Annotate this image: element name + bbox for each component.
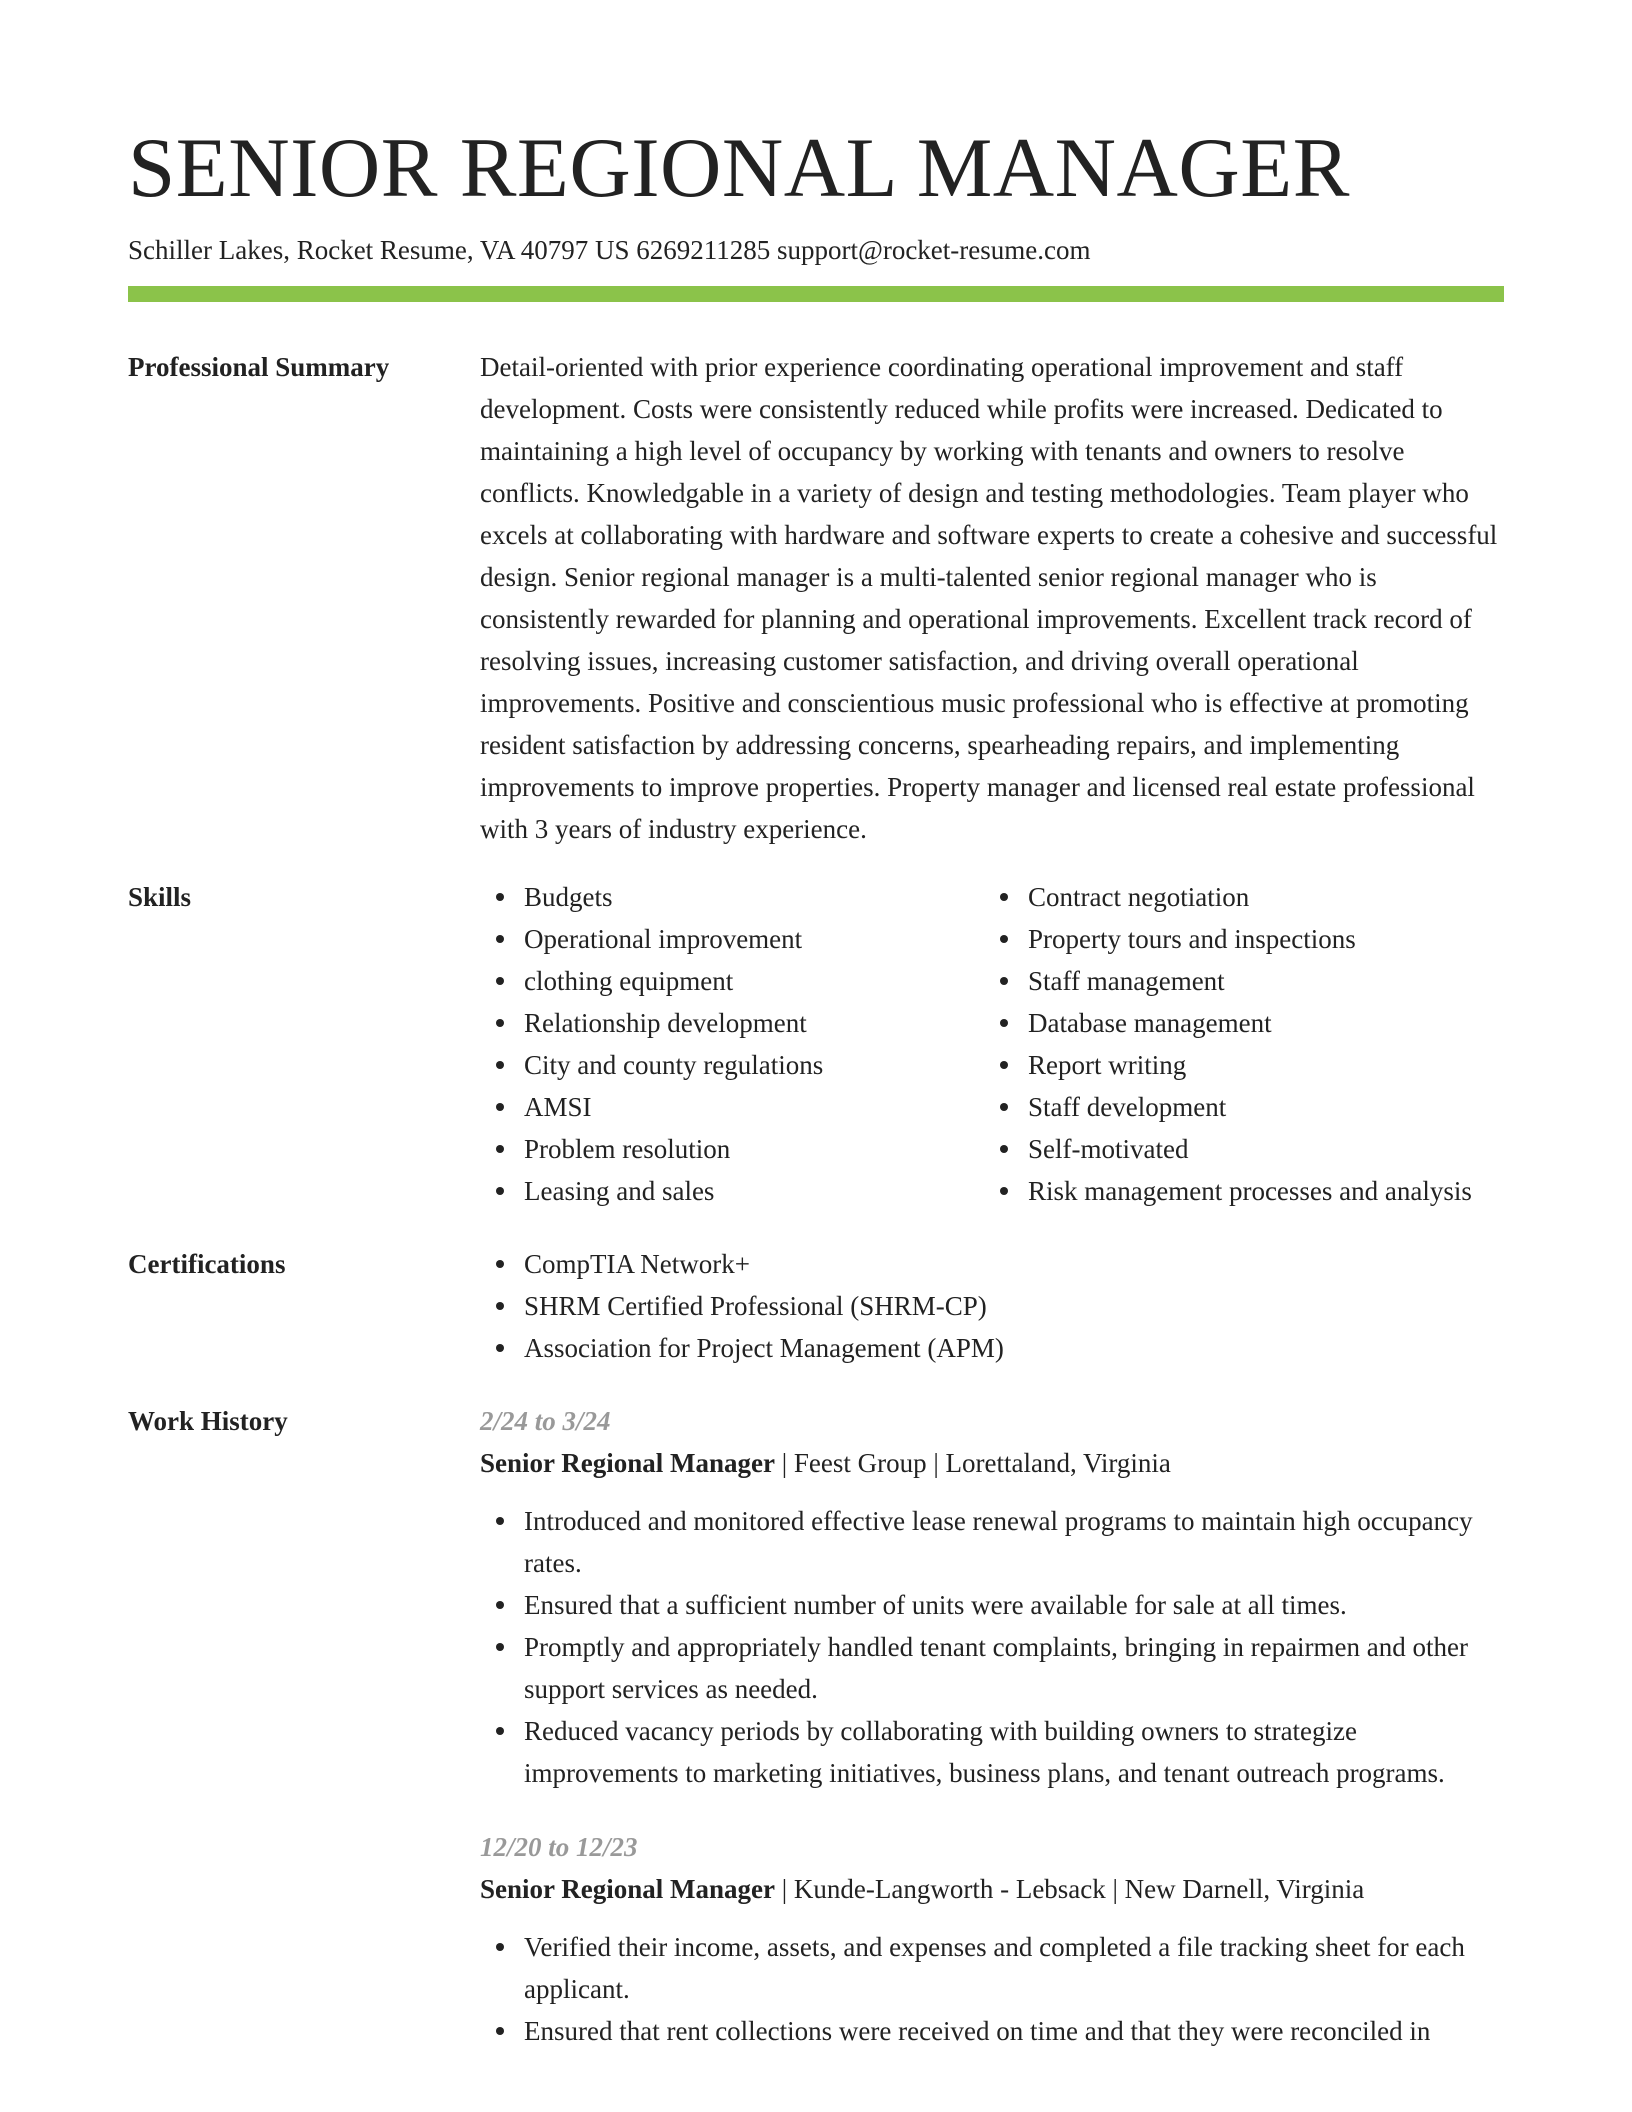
certifications-list <box>480 1243 1504 1369</box>
summary-label: Professional Summary <box>128 352 390 382</box>
skill-item: Contract negotiation <box>984 876 1504 918</box>
skill-item: Staff management <box>984 960 1504 1002</box>
skill-item: Leasing and sales <box>480 1170 984 1212</box>
job-bullet: Introduced and monitored effective lease renewal programs to maintain high occupancy rates. <box>480 1500 1504 1584</box>
job-entry <box>480 1400 1504 1794</box>
skill-item: Self-motivated <box>984 1128 1504 1170</box>
certifications-body <box>480 1243 1504 1369</box>
job-dates: 12/20 to 12/23 <box>480 1832 638 1862</box>
skill-item: Database management <box>984 1002 1504 1044</box>
resume-name: SENIOR REGIONAL MANAGER <box>128 121 1350 215</box>
skills-body <box>480 876 1504 1212</box>
skill-item: Operational improvement <box>480 918 984 960</box>
job-bullets <box>480 1500 1504 1794</box>
skill-item: Property tours and inspections <box>984 918 1504 960</box>
summary-body <box>480 346 1504 850</box>
skill-item: clothing equipment <box>480 960 984 1002</box>
skill-item: City and county regulations <box>480 1044 984 1086</box>
job-title: Senior Regional Manager <box>480 1448 775 1478</box>
skill-item: Staff development <box>984 1086 1504 1128</box>
job-bullet: Verified their income, assets, and expenses and completed a file tracking sheet for each applicant. <box>480 1926 1504 2010</box>
skill-item: Relationship development <box>480 1002 984 1044</box>
summary-text: Detail-oriented with prior experience coordinating operational improvement and staff development. Costs were consistently reduced while profits were increased. Dedicated to maintaining a high level of occupancy by working with tenants and owners to resolve conflicts. Knowledgable in a variety of design and testing methodologies. Team player who excels at collaborating with hardware and software experts to create a cohesive and successful design. Senior regional manager is a multi-talented senior regional manager who is consistently rewarded for planning and operational improvements. Excellent track record of resolving issues, increasing customer satisfaction, and driving overall operational improvements. Positive and conscientious music professional who is effective at promoting resident satisfaction by addressing concerns, spearheading repairs, and implementing improvements to improve properties. Property manager and licensed real estate professional with 3 years of industry experience. <box>480 352 1498 844</box>
skill-item: AMSI <box>480 1086 984 1128</box>
certification-item: CompTIA Network+ <box>480 1243 1504 1285</box>
skill-item: Risk management processes and analysis <box>984 1170 1504 1212</box>
job-title: Senior Regional Manager <box>480 1874 775 1904</box>
contact-line: Schiller Lakes, Rocket Resume, VA 40797 US 6269211285 support@rocket-resume.com <box>128 235 1091 265</box>
job-details: | Feest Group | Lorettaland, Virginia <box>774 1448 1171 1478</box>
skill-item: Report writing <box>984 1044 1504 1086</box>
job-entry <box>480 1826 1504 2052</box>
certification-item: Association for Project Management (APM) <box>480 1327 1504 1369</box>
work-history-label: Work History <box>128 1406 288 1436</box>
skills-columns <box>480 876 1504 1212</box>
skill-item: Budgets <box>480 876 984 918</box>
job-bullet: Ensured that a sufficient number of units were available for sale at all times. <box>480 1584 1504 1626</box>
work-history-body <box>480 1400 1504 2068</box>
job-bullet: Promptly and appropriately handled tenant complaints, bringing in repairmen and other support services as needed. <box>480 1626 1504 1710</box>
certifications-label: Certifications <box>128 1249 286 1279</box>
skills-label: Skills <box>128 882 192 912</box>
skills-list-left <box>480 876 984 1212</box>
skills-list-right <box>984 876 1504 1212</box>
job-bullets <box>480 1926 1504 2052</box>
certification-item: SHRM Certified Professional (SHRM-CP) <box>480 1285 1504 1327</box>
job-bullet: Reduced vacancy periods by collaborating with building owners to strategize improvements to marketing initiatives, business plans, and tenant outreach programs. <box>480 1710 1504 1794</box>
skill-item: Problem resolution <box>480 1128 984 1170</box>
job-heading <box>480 1442 1504 1484</box>
accent-divider <box>128 286 1504 302</box>
job-dates: 2/24 to 3/24 <box>480 1406 611 1436</box>
job-bullet: Ensured that rent collections were received on time and that they were reconciled in <box>480 2010 1504 2052</box>
job-heading <box>480 1868 1504 1910</box>
job-details: | Kunde-Langworth - Lebsack | New Darnell, Virginia <box>774 1874 1365 1904</box>
